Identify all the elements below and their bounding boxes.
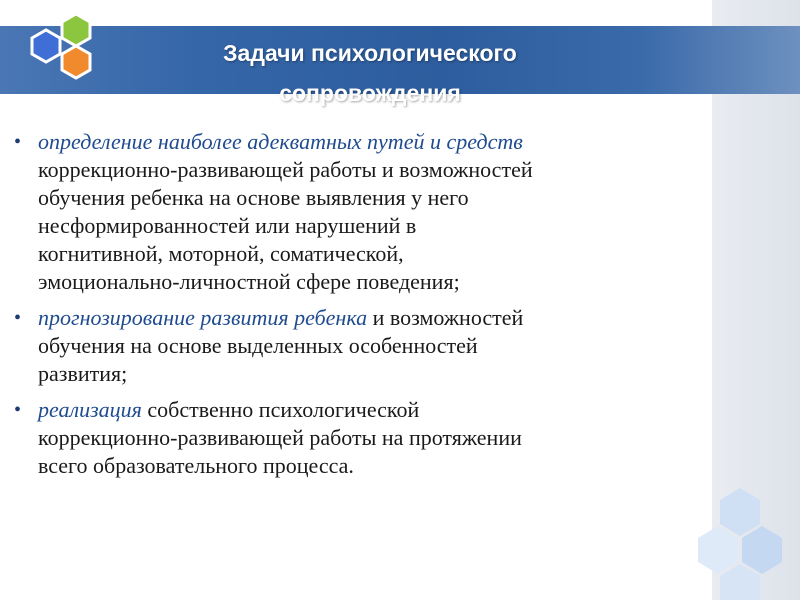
bullet-text: [38, 396, 734, 480]
bullet-line: когнитивной, моторной, соматической,: [38, 241, 404, 266]
bullet-line: всего образовательного процесса.: [38, 453, 354, 478]
list-item: [14, 128, 734, 296]
decorative-hexagons-icon: [690, 488, 800, 600]
bullet-lead-rest: собственно психологической: [141, 397, 420, 422]
bullet-lead-italic: прогнозирование развития ребенка: [38, 305, 368, 330]
bullet-mark: •: [14, 131, 22, 153]
bullet-lead-italic: определение наиболее адекватных путей и средств: [38, 129, 523, 154]
bullet-line: коррекционно-развивающей работы на протяжении: [38, 425, 522, 450]
bullet-lead-rest: и возможностей: [367, 305, 524, 330]
bullet-line: коррекционно-развивающей работы и возможностей: [38, 157, 533, 182]
bullet-line: эмоционально-личностной сфере поведения;: [38, 269, 460, 294]
title-line-2: сопровождения: [279, 80, 461, 106]
bullet-mark: •: [14, 399, 22, 421]
bullet-text: [38, 128, 734, 296]
bullet-text: [38, 304, 734, 388]
bullet-line: несформированностей или нарушений в: [38, 213, 417, 238]
list-item: [14, 396, 734, 480]
hexagon-logo-icon: [6, 12, 106, 102]
title-line-1: Задачи психологического: [223, 40, 517, 66]
bullet-mark: •: [14, 307, 22, 329]
slide-title: [150, 33, 590, 113]
bullet-line: обучения на основе выделенных особенностей: [38, 333, 478, 358]
list-item: [14, 304, 734, 388]
bullet-lead-italic: реализация: [38, 397, 142, 422]
bullet-line: обучения ребенка на основе выявления у него: [38, 185, 469, 210]
bullet-list: [14, 128, 734, 488]
bullet-line: развития;: [38, 361, 128, 386]
